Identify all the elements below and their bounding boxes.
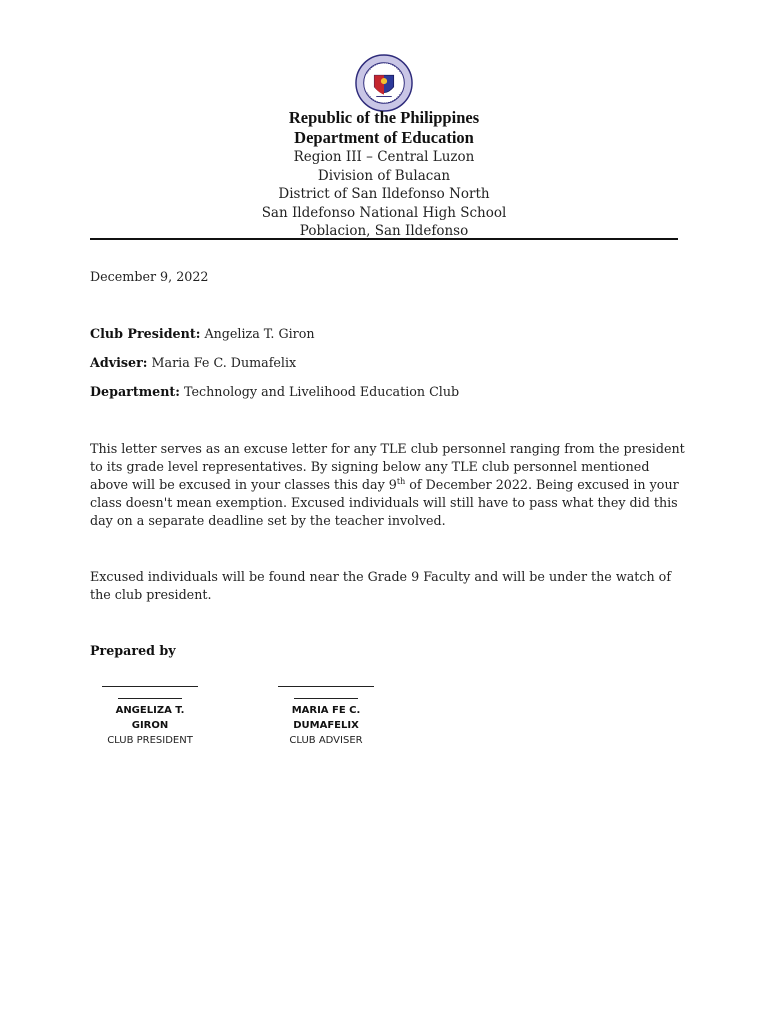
- signature-line: [102, 686, 198, 687]
- prepared-by-label: Prepared by: [90, 643, 176, 658]
- body-paragraph-2: Excused individuals will be found near the Grade 9 Faculty and will be under the watch of the club president.: [90, 569, 672, 602]
- adviser-label: Adviser:: [90, 355, 148, 370]
- club-president-field: [90, 325, 690, 343]
- club-president-label: Club President:: [90, 326, 201, 341]
- department-value: Technology and Livelihood Education Club: [179, 384, 460, 399]
- republic-line: Republic of the Philippines: [288, 108, 480, 127]
- signatory-role: CLUB PRESIDENT: [107, 735, 193, 746]
- club-president-value: Angeliza T. Giron: [200, 326, 315, 341]
- school-line: San Ildefonso National High School: [261, 204, 507, 221]
- signatory-name: ANGELIZA T.: [115, 705, 185, 716]
- letterhead: [0, 108, 768, 241]
- department-field: [90, 383, 690, 401]
- signature-block-president: [102, 686, 198, 748]
- region-line: Region III – Central Luzon: [293, 149, 475, 165]
- signatory-role: CLUB ADVISER: [289, 735, 363, 746]
- body-paragraph-1: [90, 440, 690, 530]
- district-line: District of San Ildefonso North: [278, 186, 490, 202]
- signature-underline: [118, 698, 182, 699]
- letter-date: December 9, 2022: [90, 269, 209, 284]
- signature-line: [278, 686, 374, 687]
- signatory-surname: DUMAFELIX: [293, 720, 359, 731]
- paragraph-1-part-b: of December 2022. Being excused in your class doesn't mean exemption. Excused individuals will still have to pass what they did this day on a separate deadline set by the teacher involved.: [90, 477, 679, 528]
- signature-underline: [294, 698, 358, 699]
- ordinal-suffix: th: [396, 476, 406, 486]
- division-line: Division of Bulacan: [317, 167, 451, 184]
- signatory-surname: GIRON: [131, 720, 169, 731]
- signature-block-adviser: [278, 686, 374, 748]
- address-line: Poblacion, San Ildefonso: [299, 223, 469, 239]
- department-label: Department:: [90, 384, 180, 399]
- department-line: Department of Education: [294, 128, 474, 147]
- paragraph-1-part-a: This letter serves as an excuse letter for any TLE club personnel ranging from the president to its grade level representatives. By signing below any TLE club personnel mentioned above will be excused in your classes this day 9: [90, 441, 685, 492]
- deped-seal-icon: [355, 54, 413, 112]
- adviser-value: Maria Fe C. Dumafelix: [147, 355, 297, 370]
- adviser-field: [90, 354, 690, 372]
- signatory-name: MARIA FE C.: [291, 705, 361, 716]
- header-divider: [90, 238, 678, 240]
